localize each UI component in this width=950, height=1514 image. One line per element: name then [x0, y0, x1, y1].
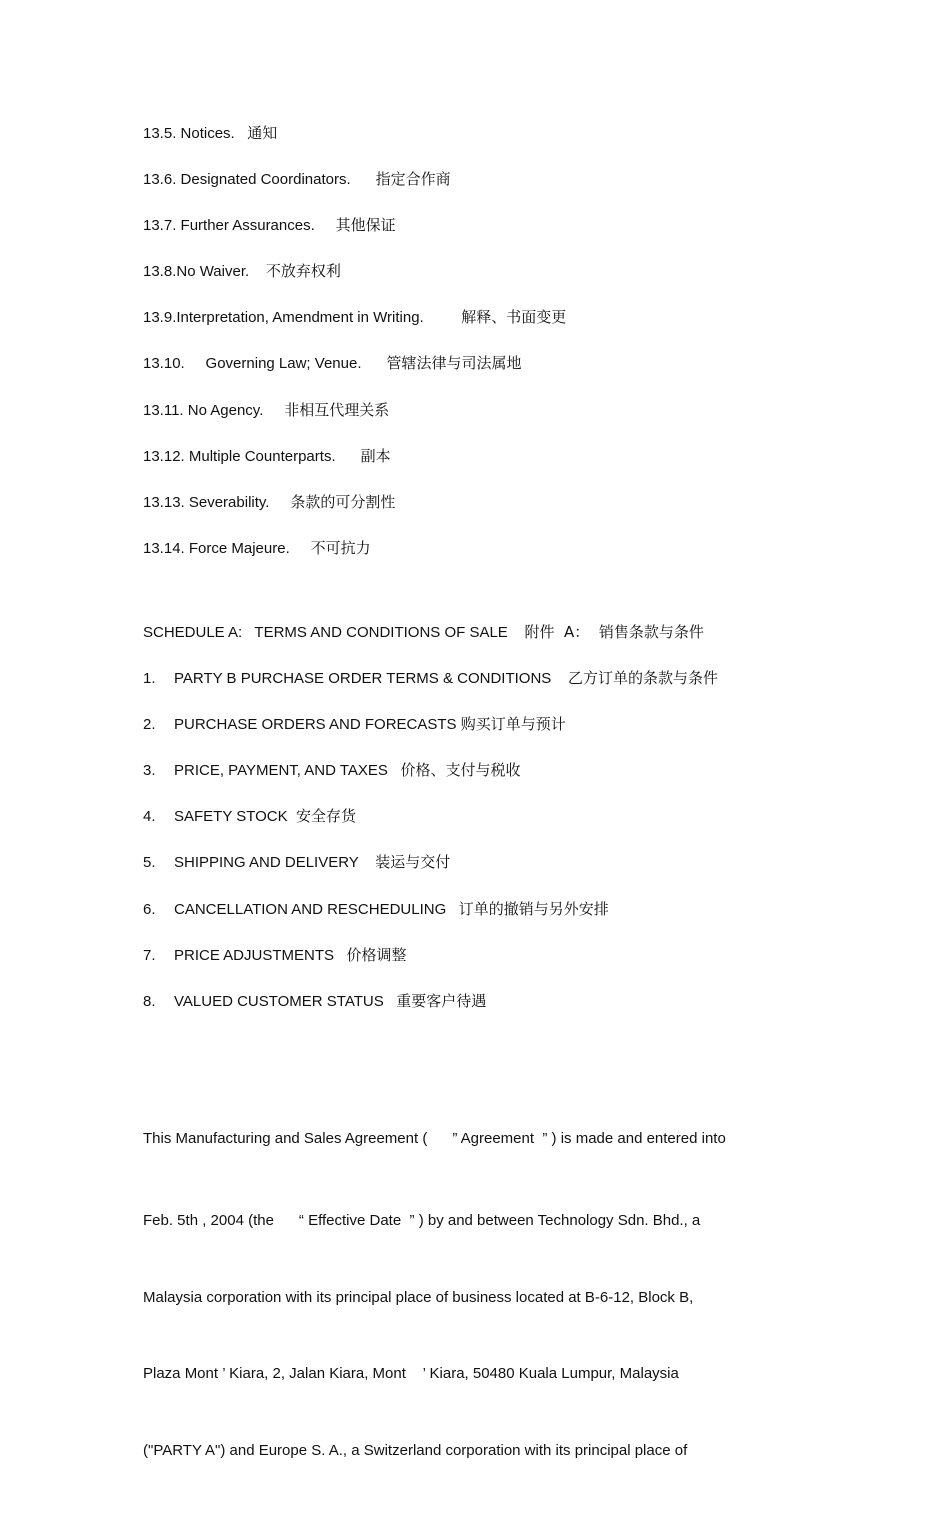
toc-item-13-5	[143, 124, 277, 143]
toc-item-cn: 条款的可分割性	[290, 493, 396, 511]
schedule-item-cn: 乙方订单的条款与条件	[567, 669, 718, 687]
toc-item-en: 13.12. Multiple Counterparts.	[143, 448, 336, 465]
toc-item-13-8	[143, 262, 341, 281]
schedule-title-en: SCHEDULE A: TERMS AND CONDITIONS OF SALE	[143, 624, 508, 641]
toc-item-13-14	[143, 539, 371, 558]
schedule-item-cn: 订单的撤销与另外安排	[458, 900, 609, 918]
toc-item-en: 13.13. Severability.	[143, 494, 270, 511]
schedule-item-number: 8.	[143, 993, 156, 1010]
agreement-line: Feb. 5th , 2004 (the “ Effective Date ” ) by and between Technology Sdn. Bhd., a	[143, 1212, 701, 1229]
schedule-title-cn: 附件 A： 销售条款与条件	[524, 623, 704, 641]
toc-item-13-7	[143, 216, 396, 235]
toc-item-en: 13.6. Designated Coordinators.	[143, 171, 351, 188]
toc-item-cn: 不放弃权利	[265, 262, 341, 280]
toc-item-en: 13.10. Governing Law; Venue.	[143, 355, 362, 372]
toc-item-en: 13.8.No Waiver.	[143, 263, 250, 280]
schedule-item-8	[143, 992, 486, 1011]
schedule-item-number: 5.	[143, 854, 156, 871]
schedule-item-number: 1.	[143, 670, 156, 687]
toc-item-13-6	[143, 170, 451, 189]
agreement-line: Malaysia corporation with its principal place of business located at B-6-12, Block B,	[143, 1288, 694, 1306]
schedule-item-number: 6.	[143, 901, 156, 918]
schedule-item-en: PURCHASE ORDERS AND FORECASTS	[174, 716, 457, 733]
toc-item-en: 13.5. Notices.	[143, 125, 235, 142]
schedule-item-en: PRICE, PAYMENT, AND TAXES	[174, 762, 388, 779]
agreement-line: This Manufacturing and Sales Agreement ( ” Agreement ” ) is made and entered into	[143, 1130, 726, 1147]
toc-item-cn: 解释、书面变更	[461, 308, 567, 326]
schedule-item-cn: 购买订单与预计	[460, 715, 566, 733]
schedule-item-number: 4.	[143, 808, 156, 825]
agreement-line: Plaza Mont ’ Kiara, 2, Jalan Kiara, Mont ’ Kiara, 50480 Kuala Lumpur, Malaysia	[143, 1365, 679, 1382]
schedule-item-en: PRICE ADJUSTMENTS	[174, 947, 335, 964]
schedule-a-heading	[143, 623, 704, 642]
schedule-item-en: SAFETY STOCK	[174, 808, 288, 825]
schedule-item-number: 3.	[143, 762, 156, 779]
toc-item-cn: 指定合作商	[375, 170, 451, 188]
schedule-item-number: 2.	[143, 716, 156, 733]
toc-item-13-13	[143, 493, 395, 512]
toc-item-cn: 非相互代理关系	[284, 401, 390, 419]
toc-item-en: 13.11. No Agency.	[143, 402, 264, 419]
schedule-item-6	[143, 900, 609, 919]
schedule-item-cn: 重要客户待遇	[396, 992, 487, 1010]
toc-item-13-12	[143, 447, 391, 466]
schedule-item-cn: 装运与交付	[375, 853, 451, 871]
schedule-item-en: VALUED CUSTOMER STATUS	[174, 993, 384, 1010]
schedule-item-en: PARTY B PURCHASE ORDER TERMS & CONDITIONS	[174, 670, 552, 687]
toc-item-cn: 通知	[247, 124, 278, 142]
toc-item-13-11	[143, 401, 389, 420]
toc-item-cn: 不可抗力	[310, 539, 371, 557]
schedule-item-4	[143, 807, 356, 826]
schedule-item-1	[143, 669, 718, 688]
toc-item-cn: 其他保证	[335, 216, 396, 234]
schedule-item-cn: 安全存货	[296, 807, 357, 825]
toc-item-en: 13.9.Interpretation, Amendment in Writing.	[143, 309, 424, 326]
toc-item-13-10	[143, 354, 522, 373]
schedule-item-number: 7.	[143, 947, 156, 964]
toc-item-13-9	[143, 308, 566, 327]
toc-item-cn: 管辖法律与司法属地	[386, 354, 522, 372]
toc-item-en: 13.7. Further Assurances.	[143, 217, 315, 234]
schedule-item-3	[143, 761, 520, 780]
schedule-item-7	[143, 946, 407, 965]
schedule-item-cn: 价格、支付与税收	[400, 761, 521, 779]
schedule-item-cn: 价格调整	[346, 946, 407, 964]
agreement-paragraph	[143, 1075, 793, 1514]
schedule-item-en: SHIPPING AND DELIVERY	[174, 854, 359, 871]
agreement-line: ("PARTY A") and Europe S. A., a Switzerland corporation with its principal place of	[143, 1441, 688, 1459]
schedule-item-en: CANCELLATION AND RESCHEDULING	[174, 901, 447, 918]
schedule-item-5	[143, 853, 450, 872]
toc-item-cn: 副本	[360, 447, 391, 465]
schedule-item-2	[143, 715, 566, 734]
toc-item-en: 13.14. Force Majeure.	[143, 540, 290, 557]
